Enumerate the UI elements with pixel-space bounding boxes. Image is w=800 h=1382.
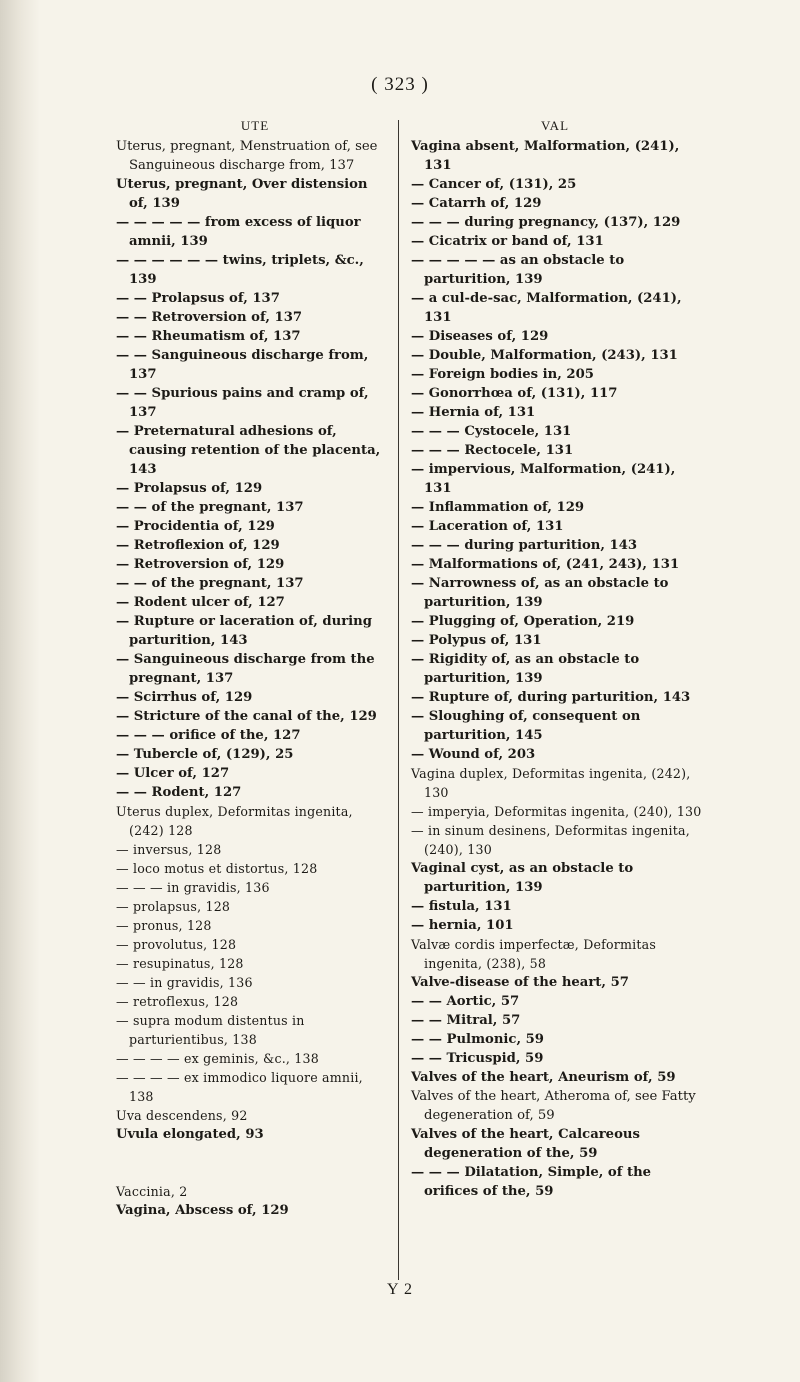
index-entry: Valvæ cordis imperfectæ, Deformitas ingenita, (238), 58	[411, 937, 657, 971]
index-entry: — Malformations of, (241, 243), 131	[411, 557, 680, 572]
index-entry: Vaginal cyst, as an obstacle to parturition, 139	[411, 861, 634, 895]
page-number: ( 323 )	[371, 74, 429, 95]
page-edge-shadow	[0, 0, 40, 1382]
index-entry: Vagina absent, Malformation, (241), 131	[411, 139, 680, 173]
index-entry: — Rodent ulcer of, 127	[116, 595, 285, 610]
index-entry: — — — Dilatation, Simple, of the orifices of the, 59	[411, 1165, 652, 1199]
index-entry: — Procidentia of, 129	[116, 519, 275, 534]
index-entry: — Rupture of, during parturition, 143	[411, 690, 691, 705]
index-entry: — Wound of, 203	[411, 747, 536, 762]
index-entry: — — Retroversion of, 137	[116, 310, 303, 325]
index-entry: — Foreign bodies in, 205	[411, 367, 594, 382]
index-column-left	[116, 137, 388, 1220]
index-entry: — — — — ex immodico liquore amnii, 138	[116, 1070, 363, 1104]
index-entry: Uterus, pregnant, Over distension of, 139	[116, 177, 368, 211]
index-entry: — — — orifice of the, 127	[116, 728, 301, 743]
index-entry: — Retroflexion of, 129	[116, 538, 280, 553]
index-entry: — — — — — — twins, triplets, &c., 139	[116, 253, 364, 287]
index-entry: — fistula, 131	[411, 899, 512, 914]
index-entry: — a cul-de-sac, Malformation, (241), 131	[411, 291, 682, 325]
index-entry: — Sanguineous discharge from the pregnant, 137	[116, 652, 375, 686]
index-entry: — — — — ex geminis, &c., 138	[116, 1051, 319, 1066]
index-entry: — Cancer of, (131), 25	[411, 177, 577, 192]
index-entry: — — Prolapsus of, 137	[116, 291, 280, 306]
index-entry: — Cicatrix or band of, 131	[411, 234, 604, 249]
index-entry: — — — — — from excess of liquor amnii, 139	[116, 215, 361, 249]
index-entry: — imperyia, Deformitas ingenita, (240), 130	[411, 804, 702, 819]
index-entry: — inversus, 128	[116, 842, 222, 857]
index-entry: — — — during parturition, 143	[411, 538, 638, 553]
index-entry: — Retroversion of, 129	[116, 557, 285, 572]
index-entry: Valves of the heart, Aneurism of, 59	[411, 1070, 676, 1085]
index-entry: Uvula elongated, 93	[116, 1127, 264, 1142]
index-entry: — — — — — as an obstacle to parturition, 139	[411, 253, 625, 287]
index-entry: Valves of the heart, Atheroma of, see Fatty degeneration of, 59	[411, 1089, 696, 1123]
signature-mark: Y 2	[387, 1281, 413, 1298]
index-entry: — — Rodent, 127	[116, 785, 242, 800]
running-head-right: VAL	[540, 118, 570, 133]
index-entry: Vaccinia, 2	[116, 1184, 188, 1199]
index-entry: — loco motus et distortus, 128	[116, 861, 318, 876]
index-entry: Uva descendens, 92	[116, 1108, 248, 1123]
index-entry: — retroflexus, 128	[116, 994, 239, 1009]
index-entry: — — Mitral, 57	[411, 1013, 521, 1028]
index-entry: — Sloughing of, consequent on parturition, 145	[411, 709, 641, 743]
index-entry: — — Spurious pains and cramp of, 137	[116, 386, 369, 420]
index-entry: — — Sanguineous discharge from, 137	[116, 348, 369, 382]
index-entry: — Laceration of, 131	[411, 519, 564, 534]
index-entry: — Gonorrhœa of, (131), 117	[411, 386, 618, 401]
index-entry: — — Tricuspid, 59	[411, 1051, 544, 1066]
index-entry: — Rigidity of, as an obstacle to parturition, 139	[411, 652, 640, 686]
index-entry: Valve-disease of the heart, 57	[411, 975, 629, 990]
index-entry: — Rupture or laceration of, during parturition, 143	[116, 614, 372, 648]
index-entry: — Diseases of, 129	[411, 329, 549, 344]
index-entry: — Scirrhus of, 129	[116, 690, 253, 705]
index-entry: — — Rheumatism of, 137	[116, 329, 301, 344]
index-entry: — — Pulmonic, 59	[411, 1032, 544, 1047]
index-entry: Valves of the heart, Calcareous degeneration of the, 59	[411, 1127, 640, 1161]
index-entry: — — Aortic, 57	[411, 994, 520, 1009]
index-entry: — Double, Malformation, (243), 131	[411, 348, 678, 363]
index-entry: — Catarrh of, 129	[411, 196, 542, 211]
index-entry: — impervious, Malformation, (241), 131	[411, 462, 676, 496]
running-head-left: UTE	[240, 118, 270, 133]
index-entry: — supra modum distentus in parturientibus, 138	[116, 1013, 305, 1047]
index-entry: Vagina duplex, Deformitas ingenita, (242), 130	[411, 766, 691, 800]
index-entry: — — in gravidis, 136	[116, 975, 253, 990]
index-entry: — Tubercle of, (129), 25	[116, 747, 294, 762]
index-entry: — in sinum desinens, Deformitas ingenita, (240), 130	[411, 823, 690, 857]
index-entry: — resupinatus, 128	[116, 956, 244, 971]
index-entry: — Inflammation of, 129	[411, 500, 585, 515]
index-entry: — Polypus of, 131	[411, 633, 542, 648]
index-column-right	[411, 137, 707, 1201]
index-entry: — Prolapsus of, 129	[116, 481, 263, 496]
index-entry: — Hernia of, 131	[411, 405, 536, 420]
index-entry: — Ulcer of, 127	[116, 766, 230, 781]
index-entry: — prolapsus, 128	[116, 899, 231, 914]
index-entry: — provolutus, 128	[116, 937, 237, 952]
index-entry: Uterus duplex, Deformitas ingenita, (242) 128	[116, 804, 353, 838]
index-entry: — Stricture of the canal of the, 129	[116, 709, 377, 724]
index-entry: — hernia, 101	[411, 918, 514, 933]
index-entry: — Preternatural adhesions of, causing retention of the placenta, 143	[116, 424, 381, 477]
index-entry: Uterus, pregnant, Menstruation of, see Sanguineous discharge from, 137	[116, 139, 378, 173]
index-entry: — Narrowness of, as an obstacle to parturition, 139	[411, 576, 669, 610]
index-entry: — — of the pregnant, 137	[116, 576, 304, 591]
index-entry: — — of the pregnant, 137	[116, 500, 304, 515]
index-entry: — — — in gravidis, 136	[116, 880, 270, 895]
index-entry: — — — Rectocele, 131	[411, 443, 574, 458]
index-entry: — — — during pregnancy, (137), 129	[411, 215, 681, 230]
index-entry: Vagina, Abscess of, 129	[116, 1203, 289, 1218]
index-entry: — — — Cystocele, 131	[411, 424, 572, 439]
index-entry: — pronus, 128	[116, 918, 212, 933]
index-entry: — Plugging of, Operation, 219	[411, 614, 635, 629]
column-divider	[398, 120, 399, 1280]
